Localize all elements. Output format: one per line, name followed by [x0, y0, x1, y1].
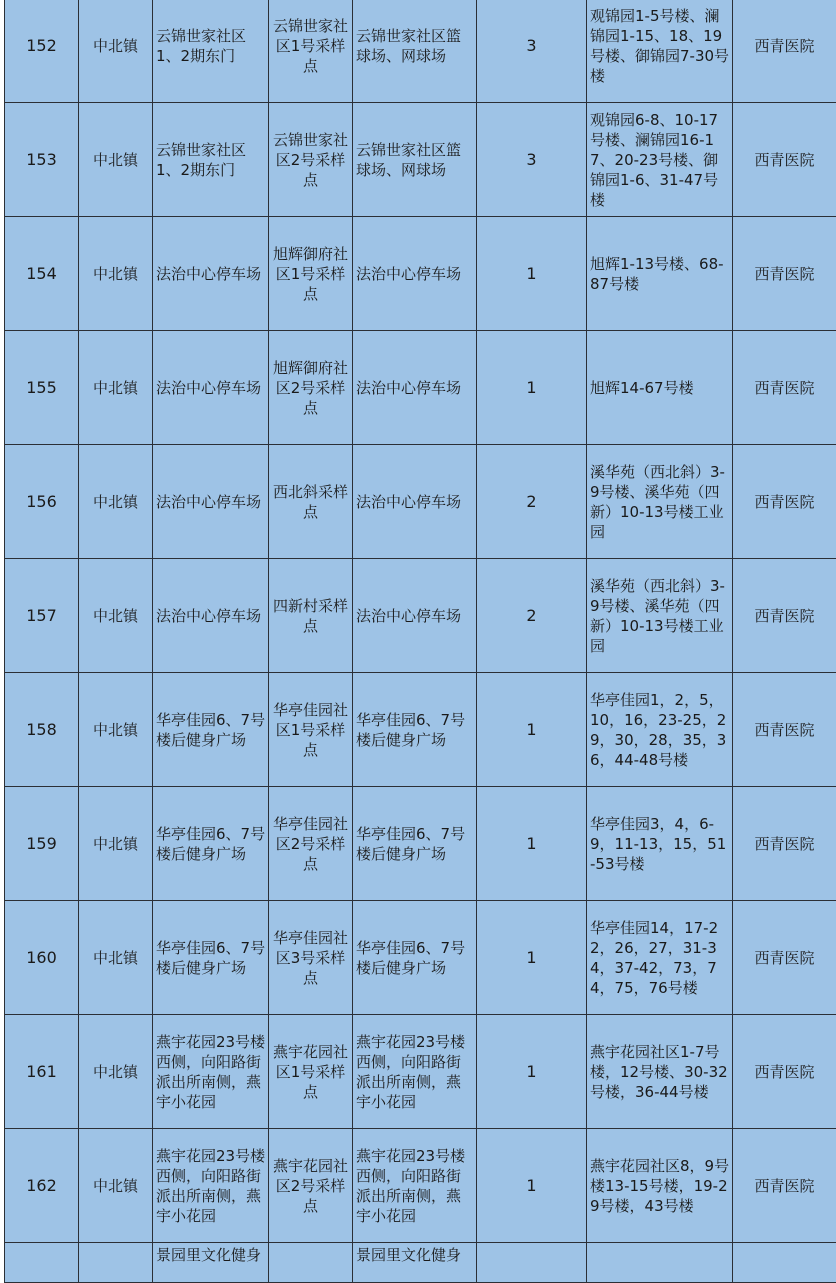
cell-sampling-point: 旭辉御府社区2号采样点: [269, 331, 353, 445]
cell-count: 1: [477, 1129, 587, 1243]
cell-serial-number: 157: [5, 559, 79, 673]
cell-site: 云锦世家社区篮球场、网球场: [353, 0, 477, 103]
cell-site: 景园里文化健身: [353, 1243, 477, 1283]
cell-sampling-point: [269, 1243, 353, 1283]
cell-count: 1: [477, 217, 587, 331]
cell-coverage-area: 燕宇花园社区8，9号楼13-15号楼，19-29号楼，43号楼: [587, 1129, 733, 1243]
cell-location: 法治中心停车场: [153, 331, 269, 445]
cell-location: 法治中心停车场: [153, 445, 269, 559]
cell-count: [477, 1243, 587, 1283]
cell-town: 中北镇: [79, 673, 153, 787]
cell-hospital: 西青医院: [733, 1129, 836, 1243]
table-row: [5, 559, 836, 673]
cell-hospital: 西青医院: [733, 0, 836, 103]
cell-site: 华亭佳园6、7号楼后健身广场: [353, 901, 477, 1015]
cell-site: 法治中心停车场: [353, 331, 477, 445]
cell-serial-number: 155: [5, 331, 79, 445]
cell-coverage-area: 华亭佳园3，4，6-9，11-13，15，51-53号楼: [587, 787, 733, 901]
cell-count: 1: [477, 787, 587, 901]
table-body: [5, 0, 836, 1283]
cell-coverage-area: 旭辉14-67号楼: [587, 331, 733, 445]
cell-sampling-point: 西北斜采样点: [269, 445, 353, 559]
cell-serial-number: 162: [5, 1129, 79, 1243]
cell-coverage-area: 旭辉1-13号楼、68-87号楼: [587, 217, 733, 331]
cell-serial-number: 159: [5, 787, 79, 901]
cell-location: 燕宇花园23号楼西侧，向阳路街派出所南侧，燕宇小花园: [153, 1015, 269, 1129]
cell-town: 中北镇: [79, 103, 153, 217]
cell-town: 中北镇: [79, 331, 153, 445]
cell-coverage-area: 燕宇花园社区1-7号楼，12号楼、30-32号楼，36-44号楼: [587, 1015, 733, 1129]
cell-sampling-point: 旭辉御府社区1号采样点: [269, 217, 353, 331]
cell-site: 云锦世家社区篮球场、网球场: [353, 103, 477, 217]
cell-hospital: 西青医院: [733, 445, 836, 559]
cell-sampling-point: 云锦世家社区1号采样点: [269, 0, 353, 103]
table-row: [5, 0, 836, 103]
table-row: [5, 1129, 836, 1243]
cell-town: 中北镇: [79, 787, 153, 901]
cell-town: 中北镇: [79, 217, 153, 331]
cell-town: 中北镇: [79, 0, 153, 103]
cell-hospital: 西青医院: [733, 1015, 836, 1129]
cell-location: 云锦世家社区1、2期东门: [153, 103, 269, 217]
cell-serial-number: 158: [5, 673, 79, 787]
cell-location: 法治中心停车场: [153, 559, 269, 673]
cell-serial-number: 160: [5, 901, 79, 1015]
cell-site: 华亭佳园6、7号楼后健身广场: [353, 673, 477, 787]
cell-location: 云锦世家社区1、2期东门: [153, 0, 269, 103]
cell-coverage-area: 华亭佳园14，17-22，26，27，31-34，37-42，73，74，75，76号楼: [587, 901, 733, 1015]
cell-site: 法治中心停车场: [353, 559, 477, 673]
testing-site-table-container: [4, 0, 836, 1283]
cell-site: 燕宇花园23号楼西侧，向阳路街派出所南侧，燕宇小花园: [353, 1129, 477, 1243]
cell-site: 华亭佳园6、7号楼后健身广场: [353, 787, 477, 901]
table-row: [5, 331, 836, 445]
cell-location: 华亭佳园6、7号楼后健身广场: [153, 787, 269, 901]
cell-hospital: [733, 1243, 836, 1283]
cell-count: 1: [477, 901, 587, 1015]
cell-location: 华亭佳园6、7号楼后健身广场: [153, 901, 269, 1015]
cell-hospital: 西青医院: [733, 331, 836, 445]
cell-hospital: 西青医院: [733, 901, 836, 1015]
cell-count: 2: [477, 445, 587, 559]
cell-serial-number: 156: [5, 445, 79, 559]
cell-location: 景园里文化健身: [153, 1243, 269, 1283]
cell-hospital: 西青医院: [733, 559, 836, 673]
cell-location: 法治中心停车场: [153, 217, 269, 331]
cell-serial-number: [5, 1243, 79, 1283]
cell-hospital: 西青医院: [733, 217, 836, 331]
cell-coverage-area: 观锦园1-5号楼、澜锦园1-15、18、19号楼、御锦园7-30号楼: [587, 0, 733, 103]
table-row: [5, 445, 836, 559]
cell-town: [79, 1243, 153, 1283]
cell-town: 中北镇: [79, 1015, 153, 1129]
cell-location: 华亭佳园6、7号楼后健身广场: [153, 673, 269, 787]
cell-coverage-area: [587, 1243, 733, 1283]
cell-count: 3: [477, 103, 587, 217]
cell-sampling-point: 华亭佳园社区1号采样点: [269, 673, 353, 787]
cell-serial-number: 154: [5, 217, 79, 331]
cell-serial-number: 153: [5, 103, 79, 217]
table-row: [5, 217, 836, 331]
cell-serial-number: 152: [5, 0, 79, 103]
cell-site: 法治中心停车场: [353, 445, 477, 559]
table-row: [5, 901, 836, 1015]
table-row: [5, 1015, 836, 1129]
cell-sampling-point: 四新村采样点: [269, 559, 353, 673]
cell-count: 1: [477, 673, 587, 787]
cell-town: 中北镇: [79, 901, 153, 1015]
cell-town: 中北镇: [79, 559, 153, 673]
cell-sampling-point: 燕宇花园社区2号采样点: [269, 1129, 353, 1243]
cell-count: 1: [477, 331, 587, 445]
cell-hospital: 西青医院: [733, 673, 836, 787]
table-row: [5, 1243, 836, 1283]
testing-site-table: [4, 0, 836, 1283]
cell-town: 中北镇: [79, 1129, 153, 1243]
cell-count: 3: [477, 0, 587, 103]
cell-serial-number: 161: [5, 1015, 79, 1129]
cell-sampling-point: 华亭佳园社区3号采样点: [269, 901, 353, 1015]
cell-sampling-point: 华亭佳园社区2号采样点: [269, 787, 353, 901]
table-row: [5, 673, 836, 787]
table-row: [5, 103, 836, 217]
cell-coverage-area: 溪华苑（西北斜）3-9号楼、溪华苑（四新）10-13号楼工业园: [587, 559, 733, 673]
cell-coverage-area: 华亭佳园1，2，5，10，16，23-25，29，30，28，35，36，44-48号楼: [587, 673, 733, 787]
cell-hospital: 西青医院: [733, 103, 836, 217]
cell-sampling-point: 云锦世家社区2号采样点: [269, 103, 353, 217]
cell-location: 燕宇花园23号楼西侧，向阳路街派出所南侧，燕宇小花园: [153, 1129, 269, 1243]
cell-coverage-area: 观锦园6-8、10-17号楼、澜锦园16-17、20-23号楼、御锦园1-6、31-47号楼: [587, 103, 733, 217]
cell-coverage-area: 溪华苑（西北斜）3-9号楼、溪华苑（四新）10-13号楼工业园: [587, 445, 733, 559]
cell-count: 2: [477, 559, 587, 673]
cell-site: 法治中心停车场: [353, 217, 477, 331]
cell-sampling-point: 燕宇花园社区1号采样点: [269, 1015, 353, 1129]
cell-count: 1: [477, 1015, 587, 1129]
cell-hospital: 西青医院: [733, 787, 836, 901]
table-row: [5, 787, 836, 901]
cell-town: 中北镇: [79, 445, 153, 559]
cell-site: 燕宇花园23号楼西侧，向阳路街派出所南侧，燕宇小花园: [353, 1015, 477, 1129]
